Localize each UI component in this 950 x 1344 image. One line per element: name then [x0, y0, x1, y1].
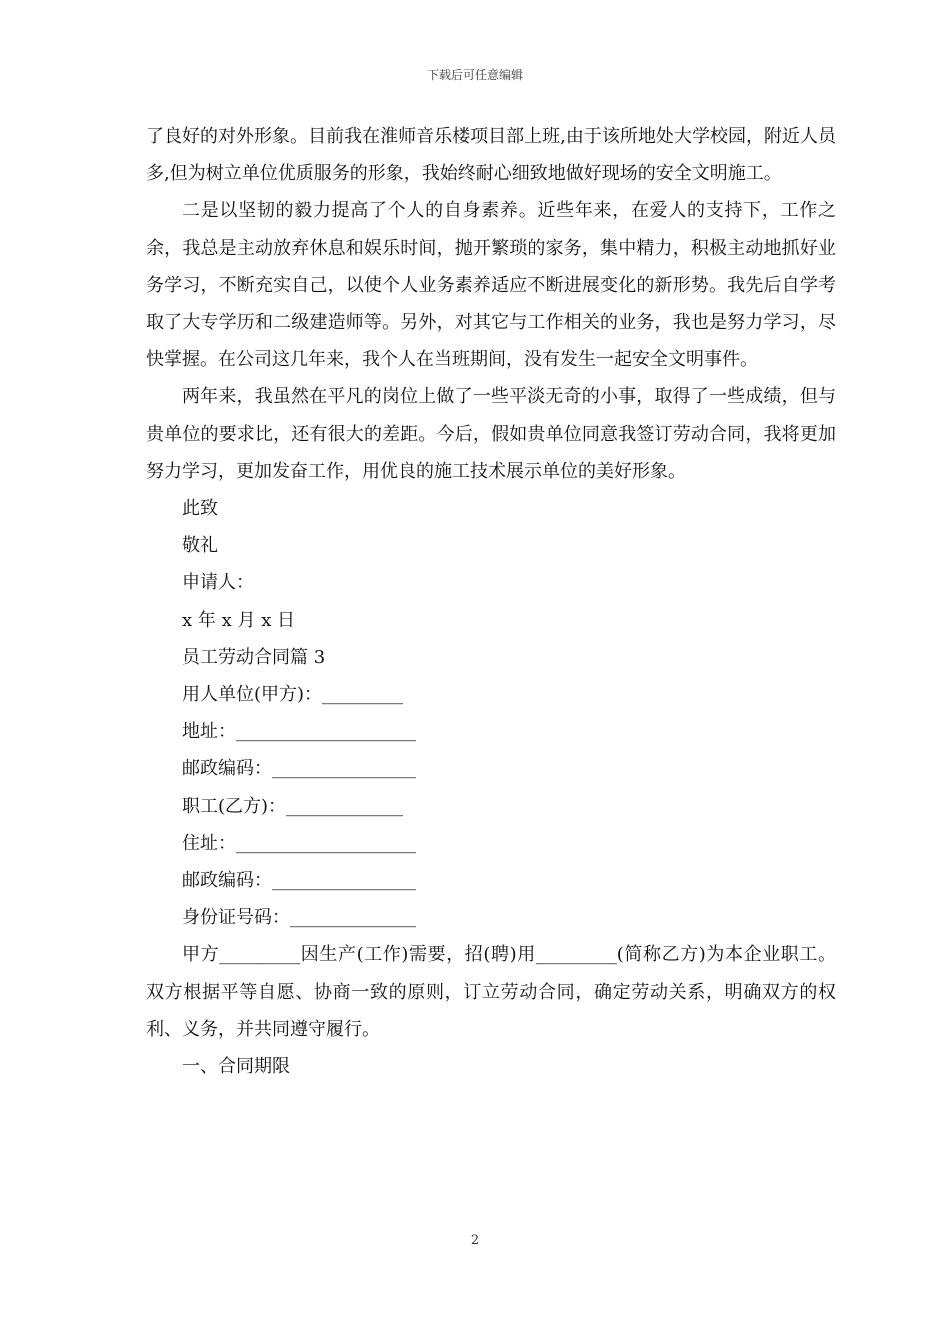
- postcode-field-employer: 邮政编码：________________: [182, 758, 416, 780]
- paragraph-conclusion: 两年来，我虽然在平凡的岗位上做了一些平淡无奇的小事，取得了一些成绩，但与贵单位的要求比，还有很大的差距。今后，假如贵单位同意我签订劳动合同，我将更加努力学习，更加发奋工作，用优良的施工技术展示单位的美好形象。: [146, 386, 836, 482]
- applicant-label: 申请人：: [182, 572, 254, 594]
- employer-field: 用人单位(甲方)：_________: [182, 684, 404, 706]
- section-heading-contract-term: 一、合同期限: [182, 1056, 290, 1078]
- postcode-field-employee: 邮政编码：________________: [182, 870, 416, 892]
- residence-field: 住址：____________________: [182, 832, 416, 854]
- employee-field: 职工(乙方)：_____________: [182, 795, 404, 817]
- closing-jingli: 敬礼: [182, 535, 218, 557]
- address-field: 地址：____________________: [182, 721, 416, 743]
- page-header: 下载后可任意编辑: [426, 68, 523, 82]
- id-number-field: 身份证号码：______________: [182, 907, 416, 929]
- paragraph-self-improvement: 二是以坚韧的毅力提高了个人的自身素养。近些年来，在爱人的支持下，工作之余，我总是主动放弃休息和娱乐时间，抛开繁琐的家务，集中精力，积极主动地抓好业务学习，不断充实自己，以使个人业务素养适应不断进展变化的新形势。我先后自学考取了大专学历和二级建造师等。另外，对其它与工作相关的业务，我也是努力学习，尽快掌握。在公司这几年来，我个人在当班期间，没有发生一起安全文明事件。: [146, 200, 836, 371]
- date-line: x 年 x 月 x 日: [182, 609, 296, 631]
- contract-title: 员工劳动合同篇 3: [182, 646, 326, 668]
- page-number: 2: [470, 1233, 480, 1248]
- paragraph-image-intro: 了良好的对外形象。目前我在淮师音乐楼项目部上班,由于该所地处大学校园，附近人员多,但为树立单位优质服务的形象，我始终耐心细致地做好现场的安全文明施工。: [146, 126, 836, 185]
- document-body: [146, 118, 836, 1085]
- closing-cizhi: 此致: [182, 498, 218, 520]
- paragraph-agreement: 甲方_________因生产(工作)需要，招(聘)用_________(简称乙方)为本企业职工。双方根据平等自愿、协商一致的原则，订立劳动合同，确定劳动关系，明确双方的权利、义务，并共同遵守履行。: [146, 944, 836, 1040]
